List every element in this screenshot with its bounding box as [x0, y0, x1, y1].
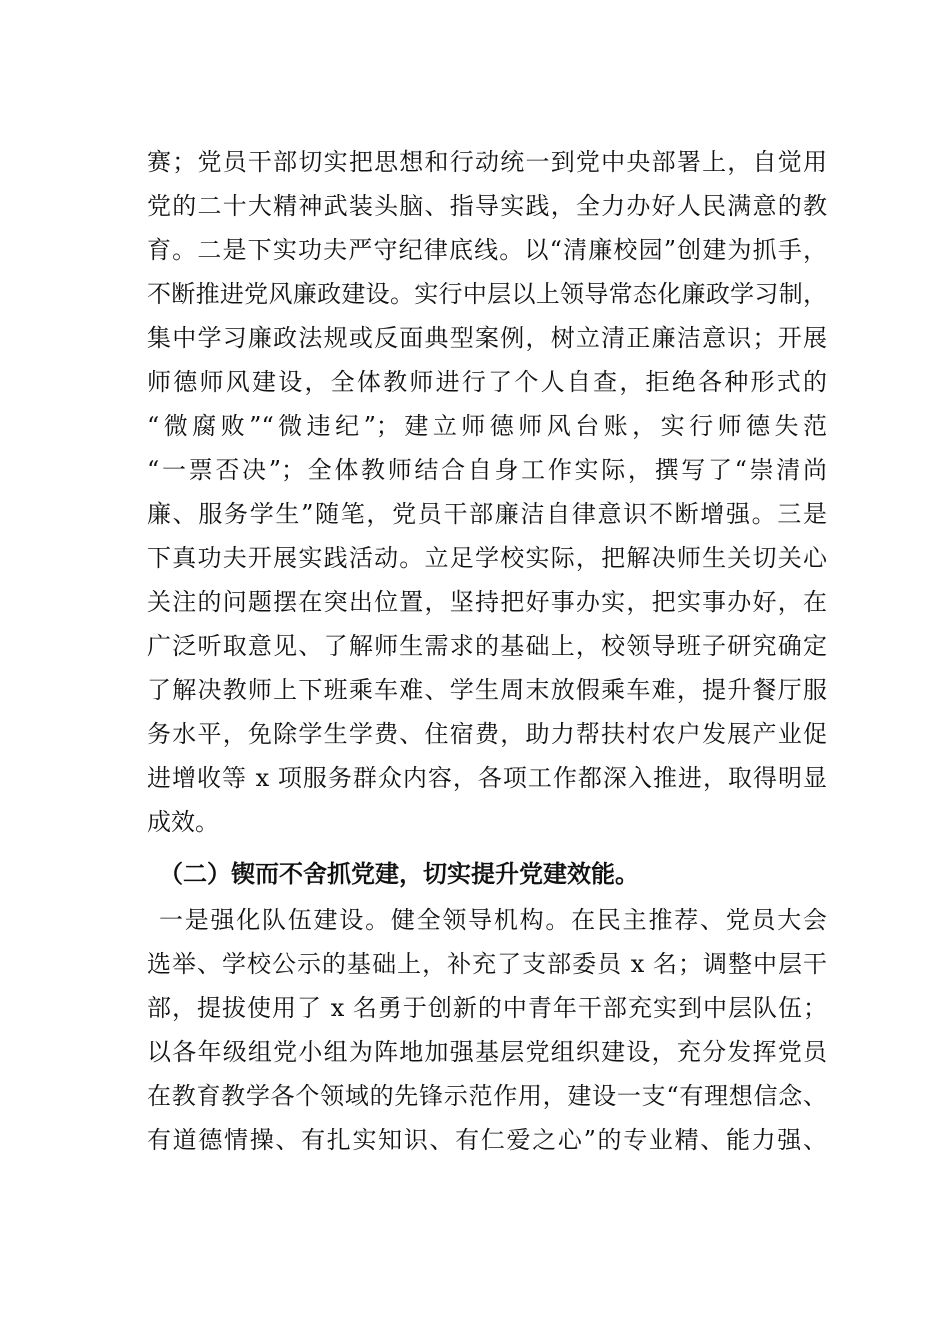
- paragraph-1-line-4: 不断推进党风廉政建设。实行中层以上领导常态化廉政学习制，: [147, 280, 827, 308]
- paragraph-1-line-15: 进增收等 x 项服务群众内容，各项工作都深入推进，取得明显: [147, 764, 827, 792]
- paragraph-1-line-6: 师德师风建设，全体教师进行了个人自查，拒绝各种形式的: [147, 368, 827, 396]
- paragraph-1-line-3: 育。二是下实功夫严守纪律底线。以“清廉校园”创建为抓手，: [147, 236, 827, 264]
- paragraph-2-line-4: 以各年级组党小组为阵地加强基层党组织建设，充分发挥党员: [147, 1038, 827, 1066]
- paragraph-1-line-11: 关注的问题摆在突出位置，坚持把好事办实，把实事办好，在: [147, 588, 827, 616]
- paragraph-2-line-6: 有道德情操、有扎实知识、有仁爱之心”的专业精、能力强、: [147, 1126, 827, 1154]
- paragraph-2-line-3: 部，提拔使用了 x 名勇于创新的中青年干部充实到中层队伍；: [147, 994, 827, 1022]
- paragraph-1-line-2: 党的二十大精神武装头脑、指导实践，全力办好人民满意的教: [147, 192, 827, 220]
- paragraph-1-line-5: 集中学习廉政法规或反面典型案例，树立清正廉洁意识；开展: [147, 324, 827, 352]
- paragraph-2-line-2: 选举、学校公示的基础上，补充了支部委员 x 名；调整中层干: [147, 950, 827, 978]
- paragraph-1-line-14: 务水平，免除学生学费、住宿费，助力帮扶村农户发展产业促: [147, 720, 827, 748]
- paragraph-1-line-12: 广泛听取意见、了解师生需求的基础上，校领导班子研究确定: [147, 632, 827, 660]
- section-heading: （二）锲而不舍抓党建，切实提升党建效能。: [159, 859, 639, 888]
- paragraph-1-line-8: “一票否决”；全体教师结合自身工作实际，撰写了“崇清尚: [147, 456, 827, 484]
- paragraph-1-line-1: 赛；党员干部切实把思想和行动统一到党中央部署上，自觉用: [147, 148, 827, 176]
- paragraph-1-line-10: 下真功夫开展实践活动。立足学校实际，把解决师生关切关心: [147, 544, 827, 572]
- paragraph-1-line-9: 廉、服务学生”随笔，党员干部廉洁自律意识不断增强。三是: [147, 500, 827, 528]
- paragraph-1-line-7: “微腐败”“微违纪”；建立师德师风台账，实行师德失范: [147, 412, 827, 440]
- paragraph-2-line-1: 一是强化队伍建设。健全领导机构。在民主推荐、党员大会: [159, 906, 827, 934]
- paragraph-1-line-13: 了解决教师上下班乘车难、学生周末放假乘车难，提升餐厅服: [147, 676, 827, 704]
- paragraph-2-line-5: 在教育教学各个领域的先锋示范作用，建设一支“有理想信念、: [147, 1082, 827, 1110]
- paragraph-1-line-16: 成效。: [147, 808, 219, 836]
